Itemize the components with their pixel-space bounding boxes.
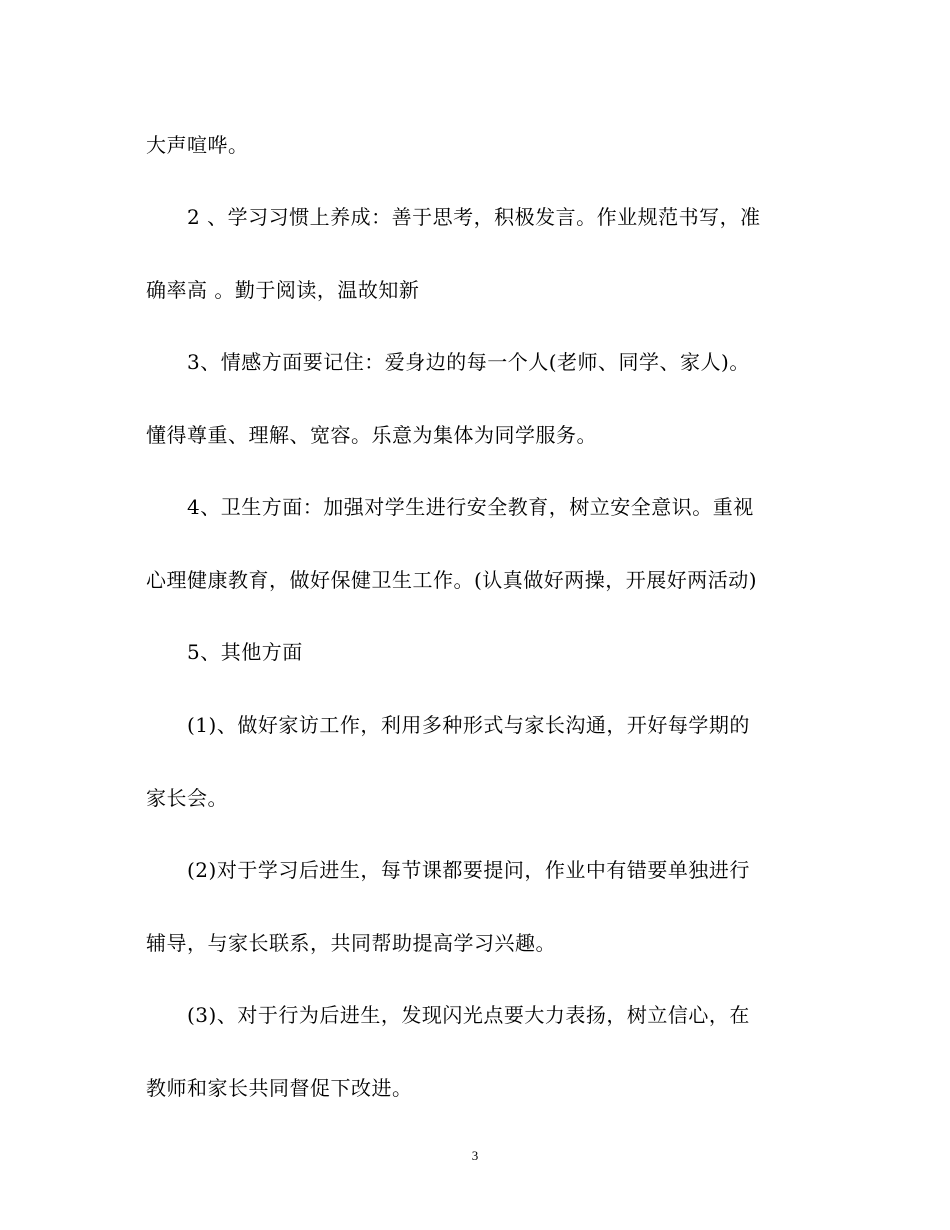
paragraph-line: 懂得尊重、理解、宽容。乐意为集体为同学服务。 [146,423,597,447]
paragraph-line: (3)、对于行为后进生，发现闪光点要大力表扬，树立信心，在 [187,1003,750,1027]
paragraph-line: 4、卫生方面：加强对学生进行安全教育，树立安全意识。重视 [187,495,754,519]
paragraph-line: 确率高 。勤于阅读，温故知新 [146,278,420,302]
paragraph-line: 辅导，与家长联系，共同帮助提高学习兴趣。 [146,931,556,955]
paragraph-line: 大声喧哗。 [146,133,249,157]
paragraph-line: (1)、做好家访工作，利用多种形式与家长沟通，开好每学期的 [187,713,750,737]
paragraph-line: 2 、学习习惯上养成：善于思考，积极发言。作业规范书写，准 [187,205,761,229]
paragraph-line: 心理健康教育，做好保健卫生工作。(认真做好两操，开展好两活动) [146,568,758,592]
page-number: 3 [471,1148,479,1163]
paragraph-line: 家长会。 [146,786,228,810]
paragraph-line: 3、情感方面要记住：爱身边的每一个人(老师、同学、家人)。 [187,350,750,374]
paragraph-line: (2)对于学习后进生，每节课都要提问，作业中有错要单独进行 [187,858,750,882]
paragraph-line: 5、其他方面 [187,640,303,664]
paragraph-line: 教师和家长共同督促下改进。 [146,1076,413,1100]
